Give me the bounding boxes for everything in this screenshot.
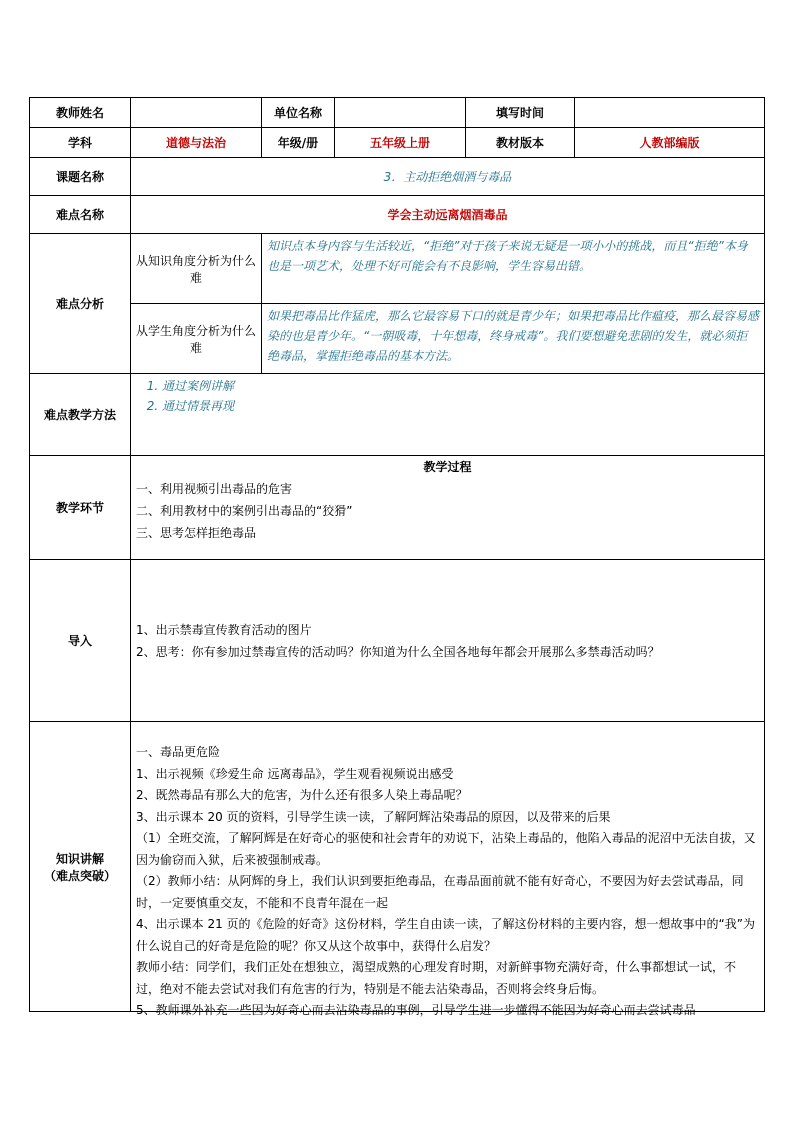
subject-label: 学科 xyxy=(30,128,131,158)
process-step: 二、利用教材中的案例引出毒品的“狡猾” xyxy=(136,504,353,518)
difficulty-row xyxy=(30,196,765,234)
analysis-label: 难点分析 xyxy=(30,234,131,374)
knowledge-line: 1、出示视频《珍爱生命 远离毒品》，学生观看视频说出感受 xyxy=(136,766,454,781)
header-row-1 xyxy=(30,98,765,128)
process-title: 教学过程 xyxy=(423,460,472,474)
fill-date-value[interactable] xyxy=(575,98,765,128)
process-step: 一、利用视频引出毒品的危害 xyxy=(136,482,293,496)
knowledge-label: 知识讲解 xyxy=(55,851,104,866)
process-row xyxy=(30,456,765,560)
intro-line: 1、出示禁毒宣传教育活动的图片 xyxy=(136,622,312,637)
knowledge-line: 5、教师课外补充一些因为好奇心而去沾染毒品的事例，引导学生进一步懂得不能因为好奇心而去尝试毒品 xyxy=(136,1003,696,1017)
methods-list xyxy=(136,376,759,416)
intro-row xyxy=(30,560,765,722)
analysis-row-student xyxy=(30,304,765,374)
knowledge-content xyxy=(136,742,759,1017)
grade-value: 五年级上册 xyxy=(335,128,466,158)
process-label: 教学环节 xyxy=(30,456,131,560)
knowledge-sublabel: （难点突破） xyxy=(43,868,116,883)
knowledge-line: 2、既然毒品有那么大的危害，为什么还有很多人染上毒品呢？ xyxy=(136,788,468,802)
method-item: 1. 通过案例讲解 xyxy=(162,376,759,396)
unit-name-label: 单位名称 xyxy=(262,98,335,128)
knowledge-line: （1）全班交流，了解阿辉是在好奇心的驱使和社会青年的劝说下，沾染上毒品的，他陷入毒品的泥沼中无法自拔，又因为偷窃而入狱，后来被强制戒毒。 xyxy=(136,831,756,867)
lesson-plan-table xyxy=(29,97,765,1017)
student-angle-label: 从学生角度分析为什么难 xyxy=(131,304,262,374)
edition-value: 人教部编版 xyxy=(575,128,765,158)
intro-line: 2、思考：你有参加过禁毒宣传的活动吗？你知道为什么全国各地每年都会开展那么多禁毒活动吗？ xyxy=(136,644,660,659)
topic-value: 3．主动拒绝烟酒与毒品 xyxy=(131,158,765,196)
grade-label: 年级/册 xyxy=(262,128,335,158)
method-item: 2. 通过情景再现 xyxy=(162,396,759,416)
knowledge-line: 教师小结：同学们，我们正处在想独立，渴望成熟的心理发育时期，对新鲜事物充满好奇，什么事都想试一试，不过，绝对不能去尝试对我们有危害的行为，特别是不能去沾染毒品，否则将会终身后悔。 xyxy=(136,960,737,996)
difficulty-value: 学会主动远离烟酒毒品 xyxy=(131,196,765,234)
fill-date-label: 填写时间 xyxy=(466,98,575,128)
difficulty-label: 难点名称 xyxy=(30,196,131,234)
knowledge-row xyxy=(30,722,765,1012)
knowledge-line: （2）教师小结：从阿辉的身上，我们认识到要拒绝毒品，在毒品面前就不能有好奇心，不要因为好去尝试毒品，同时，一定要慎重交友，不能和不良青年混在一起 xyxy=(136,874,744,910)
topic-row xyxy=(30,158,765,196)
header-row-2 xyxy=(30,128,765,158)
methods-label: 难点教学方法 xyxy=(30,374,131,456)
knowledge-line: 4、出示课本 21 页的《危险的好奇》这份材料，学生自由读一读，了解这份材料的主要内容，想一想故事中的“我”为什么说自己的好奇是危险的呢？你又从这个故事中，获得什么启发？ xyxy=(136,917,755,953)
unit-name-value[interactable] xyxy=(335,98,466,128)
topic-label: 课题名称 xyxy=(30,158,131,196)
edition-label: 教材版本 xyxy=(466,128,575,158)
process-step: 三、思考怎样拒绝毒品 xyxy=(136,526,257,540)
analysis-row-knowledge xyxy=(30,234,765,304)
knowledge-line: 一、毒品更危险 xyxy=(136,745,221,759)
teacher-name-label: 教师姓名 xyxy=(30,98,131,128)
subject-value: 道德与法治 xyxy=(131,128,262,158)
methods-row xyxy=(30,374,765,456)
teacher-name-value[interactable] xyxy=(131,98,262,128)
knowledge-line: 3、出示课本 20 页的资料，引导学生读一读，了解阿辉沾染毒品的原因，以及带来的后果 xyxy=(136,809,611,824)
knowledge-angle-label: 从知识角度分析为什么难 xyxy=(131,234,262,304)
student-angle-text: 如果把毒品比作猛虎，那么它最容易下口的就是青少年；如果把毒品比作瘟疫，那么最容易感染的也是青少年。“一朝吸毒，十年想毒，终身戒毒”。我们要想避免悲剧的发生，就必须拒绝毒品，掌握拒绝毒品的基本方法。 xyxy=(267,309,760,363)
intro-label: 导入 xyxy=(30,560,131,722)
knowledge-angle-text: 知识点本身内容与生活较近，“拒绝”对于孩子来说无疑是一项小小的挑战，而且“拒绝”本身也是一项艺术，处理不好可能会有不良影响，学生容易出错。 xyxy=(267,239,748,273)
